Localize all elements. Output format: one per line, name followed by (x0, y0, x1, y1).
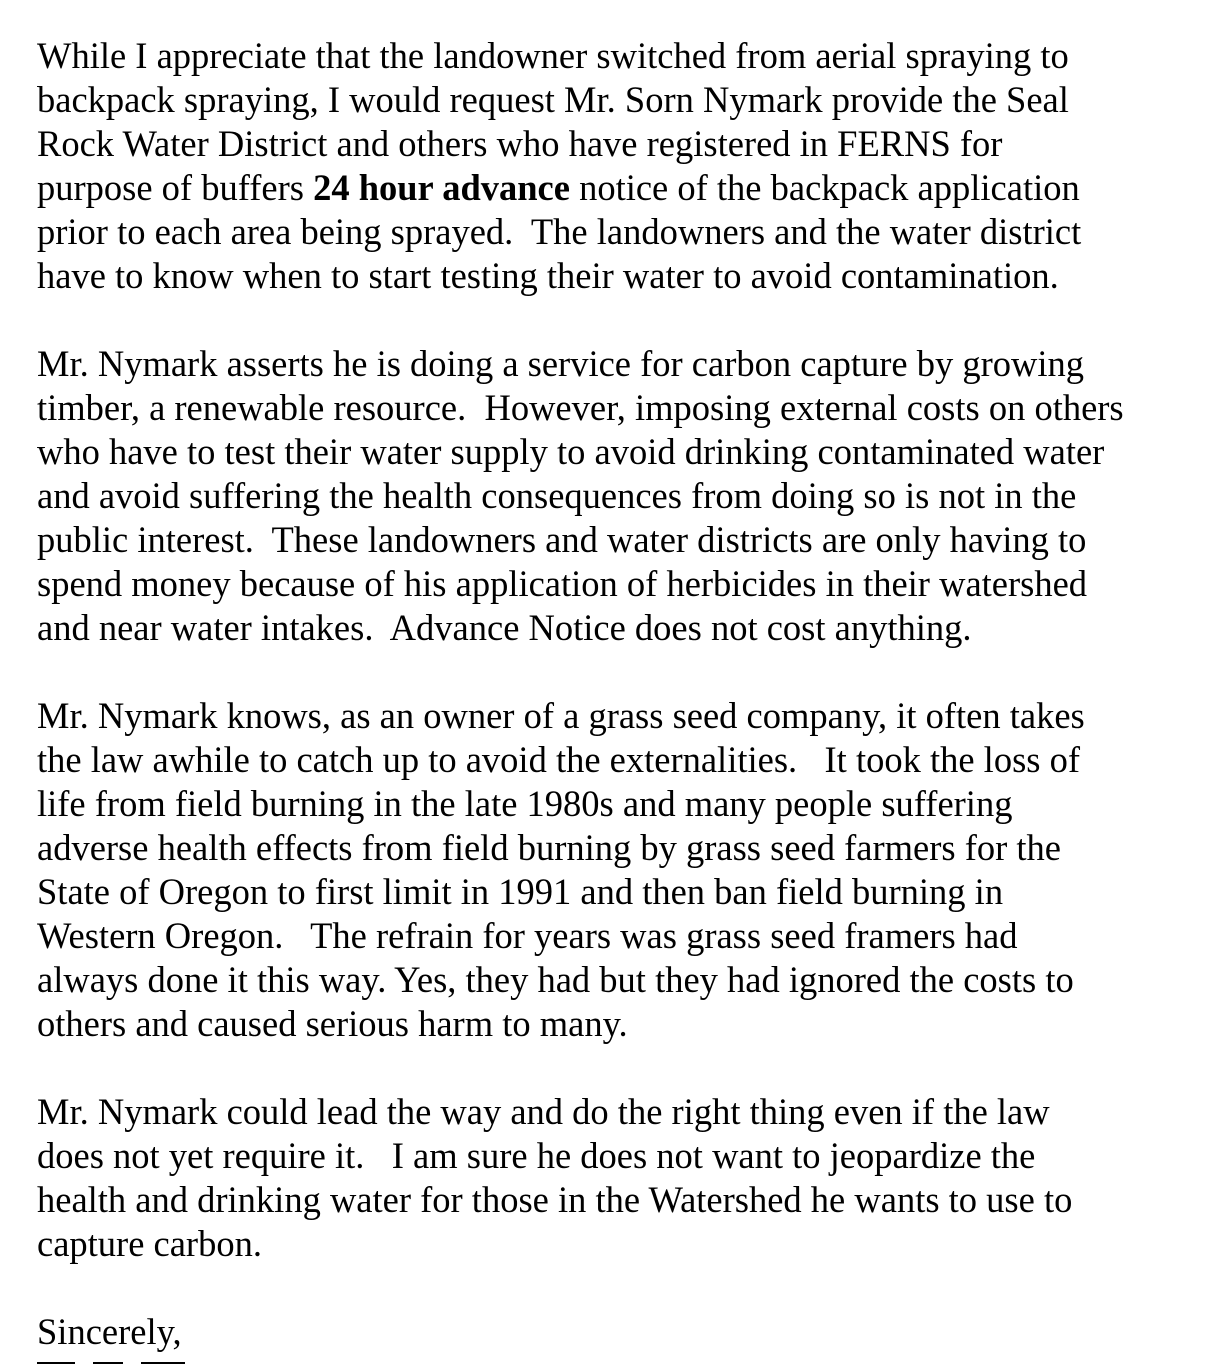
paragraph-line (37, 958, 1207, 1002)
paragraph-line (37, 1002, 1207, 1046)
text-segment: Rock Water District and others who have registered in FERNS for (37, 123, 1003, 164)
text-segment: who have to test their water supply to avoid drinking contaminated water (37, 431, 1105, 472)
paragraph-line (37, 606, 1207, 650)
paragraph-line (37, 518, 1207, 562)
paragraph-line (37, 122, 1207, 166)
text-segment: backpack spraying, I would request Mr. Sorn Nymark provide the Seal (37, 79, 1069, 120)
text-segment: timber, a renewable resource. However, imposing external costs on others (37, 387, 1124, 428)
paragraph-line (37, 914, 1207, 958)
text-segment: notice of the backpack application (569, 167, 1080, 208)
text-segment: and avoid suffering the health consequences from doing so is not in the (37, 475, 1077, 516)
text-segment: prior to each area being sprayed. The landowners and the water district (37, 211, 1082, 252)
paragraph-line (37, 870, 1207, 914)
paragraph-line (37, 210, 1207, 254)
signature-cutoff (37, 1352, 247, 1364)
paragraph-line (37, 474, 1207, 518)
text-segment: Western Oregon. The refrain for years was grass seed framers had (37, 915, 1018, 956)
text-segment: purpose of buffers (37, 167, 314, 208)
text-segment: While I appreciate that the landowner switched from aerial spraying to (37, 35, 1069, 76)
text-segment: Mr. Nymark knows, as an owner of a grass seed company, it often takes (37, 695, 1085, 736)
text-segment: and near water intakes. Advance Notice does not cost anything. (37, 607, 972, 648)
text-segment: life from field burning in the late 1980s and many people suffering (37, 783, 1013, 824)
paragraph-line (37, 254, 1207, 298)
text-segment: adverse health effects from field burning by grass seed farmers for the (37, 827, 1061, 868)
paragraph-line (37, 1222, 1207, 1266)
letter-paragraph-4 (37, 1090, 1207, 1266)
letter-paragraph-2 (37, 342, 1207, 650)
paragraph-line (37, 562, 1207, 606)
text-segment: others and caused serious harm to many. (37, 1003, 628, 1044)
paragraph-line (37, 430, 1207, 474)
text-segment: capture carbon. (37, 1223, 262, 1264)
paragraph-line (37, 1090, 1207, 1134)
letter-body (37, 34, 1207, 1354)
bold-text-segment: 24 hour advance (313, 167, 570, 208)
closing-line: Sincerely, (37, 1311, 182, 1352)
paragraph-line (37, 78, 1207, 122)
paragraph-line (37, 782, 1207, 826)
paragraph-line (37, 1178, 1207, 1222)
text-segment: Mr. Nymark could lead the way and do the right thing even if the law (37, 1091, 1050, 1132)
text-segment: State of Oregon to first limit in 1991 and then ban field burning in (37, 871, 1004, 912)
paragraph-line (37, 166, 1207, 210)
paragraph-line (37, 386, 1207, 430)
paragraph-line (37, 826, 1207, 870)
text-segment: Mr. Nymark asserts he is doing a service for carbon capture by growing (37, 343, 1085, 384)
paragraph-line (37, 694, 1207, 738)
paragraph-line (37, 342, 1207, 386)
text-segment: have to know when to start testing their water to avoid contamination. (37, 255, 1059, 296)
paragraph-line (37, 738, 1207, 782)
letter-paragraphs (37, 34, 1207, 1266)
letter-paragraph-1 (37, 34, 1207, 298)
text-segment: health and drinking water for those in the Watershed he wants to use to (37, 1179, 1073, 1220)
text-segment: the law awhile to catch up to avoid the externalities. It took the loss of (37, 739, 1081, 780)
paragraph-line (37, 34, 1207, 78)
paragraph-line (37, 1134, 1207, 1178)
text-segment: does not yet require it. I am sure he does not want to jeopardize the (37, 1135, 1036, 1176)
letter-paragraph-3 (37, 694, 1207, 1046)
text-segment: always done it this way. Yes, they had but they had ignored the costs to (37, 959, 1074, 1000)
text-segment: public interest. These landowners and water districts are only having to (37, 519, 1087, 560)
text-segment: spend money because of his application of herbicides in their watershed (37, 563, 1088, 604)
